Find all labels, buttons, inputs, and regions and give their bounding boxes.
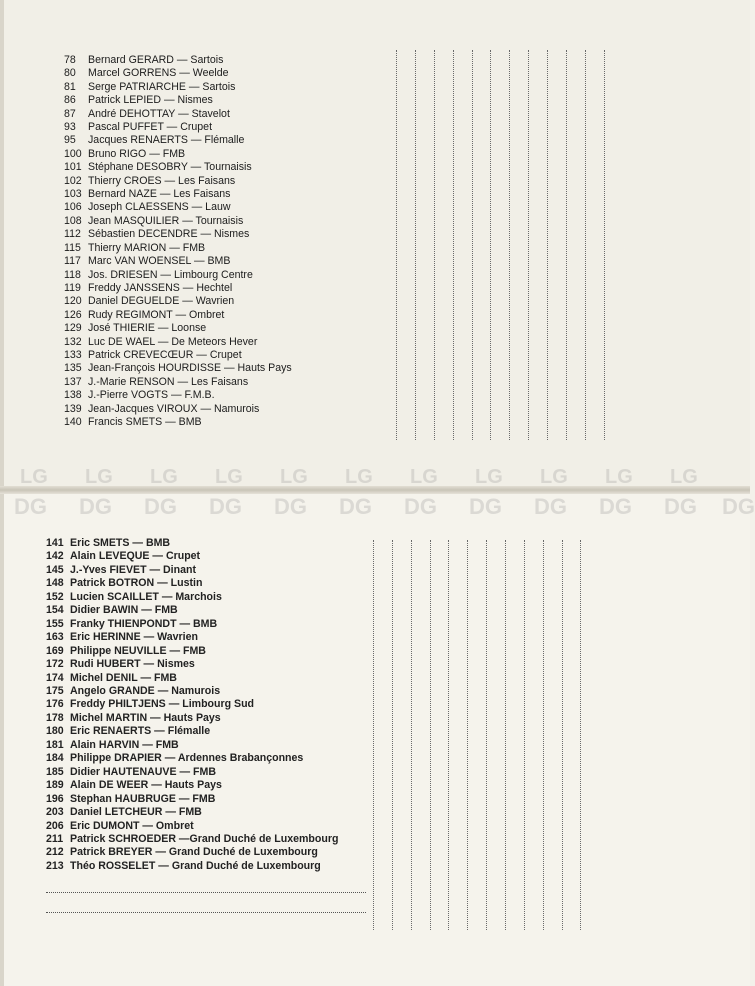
- participant-name-club: Didier BAWIN — FMB: [70, 604, 178, 617]
- participant-entry: [46, 739, 338, 752]
- participant-number: 115: [64, 241, 81, 254]
- participant-name-club: Freddy PHILTJENS — Limbourg Sud: [70, 698, 255, 711]
- participant-name-club: Stephan HAUBRUGE — FMB: [70, 792, 216, 805]
- participant-list-bottom: [46, 537, 338, 873]
- participant-entry: [46, 685, 338, 698]
- participant-name-club: J.-Marie RENSON — Les Faisans: [88, 375, 249, 388]
- participant-number: 184: [46, 752, 64, 765]
- participant-name-club: Marcel GORRENS — Weelde: [88, 67, 229, 80]
- participant-entry: [64, 389, 292, 402]
- participant-number: 95: [64, 134, 76, 147]
- participant-entry: [64, 94, 292, 107]
- participant-name-club: Serge PATRIARCHE — Sartois: [88, 80, 236, 93]
- participant-entry: [64, 228, 292, 241]
- watermark-text: DG: [722, 494, 755, 519]
- participant-entry: [64, 67, 292, 80]
- participant-name-club: Rudy REGIMONT — Ombret: [88, 308, 225, 321]
- participant-entry: [64, 242, 292, 255]
- participant-number: 211: [46, 832, 64, 845]
- participant-name-club: Eric DUMONT — Ombret: [70, 819, 194, 832]
- participant-entry: [46, 604, 338, 617]
- participant-number: 169: [46, 644, 64, 657]
- participant-number: 81: [64, 80, 76, 93]
- participant-number: 119: [64, 281, 81, 294]
- watermark-text: LG: [475, 466, 503, 488]
- participant-entry: [46, 712, 338, 725]
- participant-entry: [64, 81, 292, 94]
- participant-number: 155: [46, 617, 64, 630]
- watermark-text: DG: [339, 494, 372, 519]
- participant-name-club: Stéphane DESOBRY — Tournaisis: [88, 161, 252, 174]
- participant-number: 103: [64, 188, 82, 201]
- participant-number: 185: [46, 765, 64, 778]
- dotted-column-rule: [392, 540, 393, 930]
- participant-entry: [46, 550, 338, 563]
- participant-name-club: Patrick LEPIED — Nismes: [88, 94, 213, 107]
- participant-number: 118: [64, 268, 81, 281]
- participant-name-club: Thierry MARION — FMB: [88, 241, 206, 254]
- participant-entry: [46, 698, 338, 711]
- participant-name-club: André DEHOTTAY — Stavelot: [88, 107, 230, 120]
- participant-number: 178: [46, 711, 64, 724]
- participant-name-club: Thierry CROES — Les Faisans: [88, 174, 236, 187]
- participant-name-club: Franky THIENPONDT — BMB: [70, 617, 218, 630]
- dotted-column-rule: [509, 50, 510, 440]
- dotted-column-rule: [434, 50, 435, 440]
- participant-name-club: Philippe NEUVILLE — FMB: [70, 644, 206, 657]
- participant-entry: [46, 725, 338, 738]
- watermark-text: LG: [670, 466, 698, 488]
- watermark-text: LG: [605, 466, 633, 488]
- participant-number: 137: [64, 375, 82, 388]
- participant-number: 206: [46, 819, 64, 832]
- watermark-text: LG: [345, 466, 373, 488]
- participant-number: 152: [46, 590, 64, 603]
- participant-entry: [46, 833, 338, 846]
- participant-number: 213: [46, 859, 64, 872]
- watermark-text: DG: [664, 494, 697, 519]
- participant-name-club: J.-Yves FIEVET — Dinant: [70, 563, 196, 576]
- participant-entry: [64, 282, 292, 295]
- participant-entry: [64, 108, 292, 121]
- participant-name-club: Bruno RIGO — FMB: [88, 147, 186, 160]
- participant-number: 181: [46, 738, 64, 751]
- participant-name-club: Didier HAUTENAUVE — FMB: [70, 765, 216, 778]
- participant-name-club: Joseph CLAESSENS — Lauw: [88, 201, 231, 214]
- participant-entry: [46, 577, 338, 590]
- participant-entry: [46, 752, 338, 765]
- dotted-column-rule: [585, 50, 586, 440]
- dotted-column-rule: [490, 50, 491, 440]
- participant-number: 138: [64, 389, 82, 402]
- watermark-text: LG: [85, 466, 113, 488]
- participant-name-club: Daniel LETCHEUR — FMB: [70, 806, 202, 819]
- participant-name-club: Angelo GRANDE — Namurois: [70, 684, 221, 697]
- dotted-column-rule: [467, 540, 468, 930]
- participant-name-club: Sébastien DECENDRE — Nismes: [88, 228, 250, 241]
- participant-entry: [64, 121, 292, 134]
- participant-name-club: José THIERIE — Loonse: [88, 322, 207, 335]
- participant-entry: [64, 148, 292, 161]
- participant-entry: [64, 336, 292, 349]
- dotted-column-rule: [528, 50, 529, 440]
- participant-name-club: Bernard GERARD — Sartois: [88, 54, 224, 66]
- participant-entry: [64, 322, 292, 335]
- participant-number: 141: [46, 537, 64, 549]
- participant-number: 203: [46, 806, 64, 819]
- participant-number: 108: [64, 214, 82, 227]
- participant-entry: [64, 161, 292, 174]
- participant-name-club: Rudi HUBERT — Nismes: [70, 658, 195, 671]
- participant-number: 132: [64, 335, 82, 348]
- watermark-text: DG: [144, 494, 177, 519]
- participant-entry: [64, 175, 292, 188]
- participant-entry: [64, 201, 292, 214]
- participant-number: 86: [64, 94, 76, 107]
- participant-entry: [64, 403, 292, 416]
- participant-number: 172: [46, 658, 64, 671]
- participant-entry: [46, 820, 338, 833]
- participant-number: 112: [64, 228, 81, 241]
- participant-list-top: [64, 54, 292, 429]
- participant-entry: [46, 537, 338, 550]
- participant-number: 133: [64, 348, 82, 361]
- blank-entry-line: [46, 892, 366, 893]
- watermark-text: DG: [79, 494, 112, 519]
- participant-number: 129: [64, 322, 82, 335]
- participant-entry: [46, 564, 338, 577]
- watermark-text: DG: [209, 494, 242, 519]
- watermark-text: LG: [215, 466, 243, 488]
- watermark-text: LG: [410, 466, 438, 488]
- participant-name-club: Jean-François HOURDISSE — Hauts Pays: [88, 362, 292, 375]
- participant-number: 142: [46, 550, 64, 563]
- participant-number: 196: [46, 792, 64, 805]
- watermark-text: DG: [274, 494, 307, 519]
- participant-name-club: Eric HERINNE — Wavrien: [70, 631, 198, 644]
- dotted-column-rule: [486, 540, 487, 930]
- participant-entry: [46, 672, 338, 685]
- participant-entry: [46, 766, 338, 779]
- participant-entry: [64, 215, 292, 228]
- participant-entry: [46, 793, 338, 806]
- watermark-text: DG: [404, 494, 437, 519]
- participant-number: 126: [64, 308, 82, 321]
- participant-name-club: Marc VAN WOENSEL — BMB: [88, 255, 231, 268]
- dotted-column-rule: [543, 540, 544, 930]
- dotted-column-rule: [580, 540, 581, 930]
- participant-number: 87: [64, 107, 76, 120]
- participant-number: 80: [64, 67, 76, 80]
- participant-entry: [64, 255, 292, 268]
- participant-entry: [64, 376, 292, 389]
- dotted-column-rule: [373, 540, 374, 930]
- participant-entry: [64, 54, 292, 67]
- participant-number: 176: [46, 698, 64, 711]
- dotted-column-rule: [604, 50, 605, 440]
- participant-entry: [46, 618, 338, 631]
- participant-name-club: Alain HARVIN — FMB: [70, 738, 179, 751]
- dotted-column-rule: [566, 50, 567, 440]
- participant-entry: [46, 631, 338, 644]
- participant-name-club: Patrick BOTRON — Lustin: [70, 577, 203, 590]
- participant-name-club: Freddy JANSSENS — Hechtel: [88, 281, 233, 294]
- participant-number: 212: [46, 846, 64, 859]
- participant-name-club: Alain DE WEER — Hauts Pays: [70, 779, 222, 792]
- participant-entry: [64, 134, 292, 147]
- participant-name-club: Michel MARTIN — Hauts Pays: [70, 711, 221, 724]
- participant-name-club: Jean MASQUILIER — Tournaisis: [88, 214, 244, 227]
- watermark-text: DG: [469, 494, 502, 519]
- watermark-text: DG: [14, 494, 47, 519]
- participant-number: 189: [46, 779, 64, 792]
- participant-name-club: Patrick CREVECŒUR — Crupet: [88, 348, 242, 361]
- participant-entry: [46, 658, 338, 671]
- watermark-text: LG: [280, 466, 308, 488]
- participant-name-club: Daniel DEGUELDE — Wavrien: [88, 295, 235, 308]
- dotted-column-rule: [505, 540, 506, 930]
- participant-entry: [64, 269, 292, 282]
- participant-number: 154: [46, 604, 64, 617]
- participant-number: 174: [46, 671, 64, 684]
- dotted-column-rule: [411, 540, 412, 930]
- dotted-column-rule: [396, 50, 397, 440]
- participant-number: 78: [64, 54, 76, 66]
- watermark-text: DG: [534, 494, 567, 519]
- participant-name-club: Pascal PUFFET — Crupet: [88, 121, 213, 134]
- participant-number: 100: [64, 147, 82, 160]
- watermark-text: LG: [540, 466, 568, 488]
- participant-entry: [46, 779, 338, 792]
- participant-number: 102: [64, 174, 82, 187]
- dotted-column-rule: [415, 50, 416, 440]
- participant-number: 163: [46, 631, 64, 644]
- participant-name-club: Michel DENIL — FMB: [70, 671, 177, 684]
- participant-name-club: Alain LEVEQUE — Crupet: [70, 550, 201, 563]
- watermark-band: [0, 466, 755, 526]
- participant-entry: [46, 591, 338, 604]
- participant-entry: [46, 846, 338, 859]
- participant-number: 93: [64, 121, 76, 134]
- participant-name-club: Bernard NAZE — Les Faisans: [88, 188, 231, 201]
- participant-entry: [64, 362, 292, 375]
- participant-name-club: Jacques RENAERTS — Flémalle: [88, 134, 245, 147]
- participant-name-club: Eric SMETS — BMB: [70, 537, 171, 549]
- participant-number: 135: [64, 362, 82, 375]
- participant-entry: [64, 295, 292, 308]
- dotted-column-rule: [453, 50, 454, 440]
- participant-number: 101: [64, 161, 82, 174]
- participant-entry: [64, 416, 292, 429]
- dotted-column-rule: [472, 50, 473, 440]
- dotted-column-rule: [547, 50, 548, 440]
- participant-number: 140: [64, 415, 82, 428]
- watermark-text: LG: [20, 466, 48, 488]
- participant-name-club: Théo ROSSELET — Grand Duché de Luxembourg: [70, 859, 321, 872]
- participant-number: 120: [64, 295, 82, 308]
- participant-name-club: Jean-Jacques VIROUX — Namurois: [88, 402, 260, 415]
- participant-name-club: Patrick BREYER — Grand Duché de Luxembourg: [70, 846, 318, 859]
- participant-entry: [64, 309, 292, 322]
- participant-name-club: Luc DE WAEL — De Meteors Hever: [88, 335, 258, 348]
- participant-name-club: Eric RENAERTS — Flémalle: [70, 725, 211, 738]
- dotted-column-rule: [562, 540, 563, 930]
- participant-name-club: Francis SMETS — BMB: [88, 415, 202, 428]
- watermark-text: LG: [150, 466, 178, 488]
- participant-entry: [46, 806, 338, 819]
- participant-name-club: Jos. DRIESEN — Limbourg Centre: [88, 268, 253, 281]
- participant-entry: [64, 188, 292, 201]
- participant-entry: [46, 860, 338, 873]
- participant-number: 106: [64, 201, 82, 214]
- participant-name-club: Patrick SCHROEDER —Grand Duché de Luxembourg: [70, 832, 339, 845]
- participant-number: 145: [46, 563, 64, 576]
- participant-number: 139: [64, 402, 82, 415]
- participant-entry: [46, 645, 338, 658]
- participant-name-club: Philippe DRAPIER — Ardennes Brabançonnes: [70, 752, 304, 765]
- participant-number: 175: [46, 684, 64, 697]
- dotted-column-rule: [430, 540, 431, 930]
- dotted-column-rule: [448, 540, 449, 930]
- participant-number: 180: [46, 725, 64, 738]
- participant-name-club: J.-Pierre VOGTS — F.M.B.: [88, 389, 215, 402]
- participant-number: 148: [46, 577, 64, 590]
- watermark-text: DG: [599, 494, 632, 519]
- participant-number: 117: [64, 255, 81, 268]
- participant-name-club: Lucien SCAILLET — Marchois: [70, 590, 222, 603]
- participant-entry: [64, 349, 292, 362]
- blank-entry-line: [46, 912, 366, 913]
- dotted-column-rule: [524, 540, 525, 930]
